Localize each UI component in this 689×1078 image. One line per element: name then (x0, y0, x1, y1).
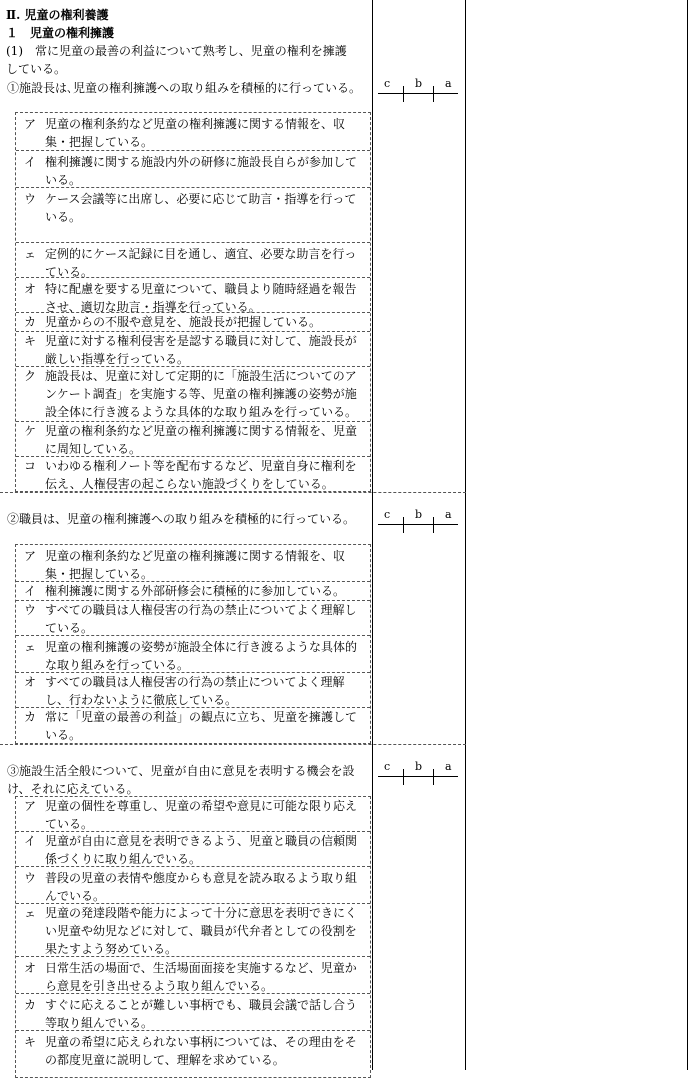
item-text: 常に「児童の最善の利益」の観点に立ち、児童を擁護している。 (45, 710, 358, 742)
rating-scale-tick (403, 769, 404, 785)
list-item (16, 994, 370, 1031)
item-mark: オ (24, 675, 37, 689)
list-item (16, 636, 370, 673)
list-item (16, 313, 370, 332)
question-2-items (15, 544, 371, 744)
rating-scale-tick (433, 86, 434, 102)
list-item (16, 332, 370, 367)
item-text: 特に配慮を要する児童について、職員より随時経過を報告させ、適切な助言・指導を行っている。 (45, 282, 357, 314)
list-item (16, 188, 370, 243)
list-item (16, 867, 370, 904)
item-text: 児童の発達段階や能力によって十分に意思を表明できにくい児童や幼児などに対して、職員が代弁者としての役割を果たすよう努めている。 (45, 906, 358, 956)
item-text: 児童からの不服や意見を、施設長が把握している。 (45, 315, 322, 329)
rating-label-c: c (384, 760, 391, 773)
criterion-line-2: している。 (6, 62, 67, 76)
list-item (16, 797, 370, 832)
item-mark: イ (24, 584, 37, 598)
question-3-items (15, 796, 371, 1078)
item-text: 定例的にケース記録に目を通し、適宜、必要な助言を行っている。 (45, 247, 357, 279)
rating-scale-3[interactable] (378, 760, 460, 785)
list-item (16, 151, 370, 188)
item-mark: イ (24, 834, 37, 848)
section-heading: Ⅱ. 児童の権利養護 (6, 8, 109, 22)
item-text: 日常生活の場面で、生活場面面接を実施するなど、児童から意見を引き出せるよう取り組んでいる。 (45, 961, 357, 993)
item-text: すべての職員は人権侵害の行為の禁止についてよく理解している。 (45, 603, 357, 635)
list-item (16, 1031, 370, 1071)
list-item (16, 832, 370, 867)
rating-label-c: c (384, 77, 391, 90)
rating-scale-line (378, 93, 458, 94)
rating-scale-1[interactable] (378, 77, 460, 102)
item-text: すぐに応えることが難しい事柄でも、職員会議で話し合う等取り組んでいる。 (45, 998, 358, 1030)
rating-scale-line (378, 776, 458, 777)
item-mark: ア (24, 117, 37, 131)
list-item (16, 708, 370, 742)
list-item (16, 673, 370, 708)
question-1-title: ①施設長は､児童の権利擁護への取り組みを積極的に行っている。 (7, 81, 362, 95)
item-mark: カ (24, 998, 37, 1012)
item-mark: カ (24, 710, 37, 724)
rating-scale-tick (403, 517, 404, 533)
row-divider (0, 492, 466, 493)
item-mark: カ (24, 315, 37, 329)
item-text: 権利擁護に関する外部研修会に積極的に参加している。 (45, 584, 346, 598)
rating-label-a: a (445, 508, 452, 521)
item-mark: ア (24, 549, 37, 563)
item-text: 児童の権利条約など児童の権利擁護に関する情報を、児童に周知している。 (45, 424, 358, 456)
rating-label-a: a (445, 760, 452, 773)
item-text: いわゆる権利ノート等を配布するなど、児童自身に権利を伝え、人権侵害の起こらない施設づくりをしている。 (45, 459, 357, 491)
item-text: 児童の権利擁護の姿勢が施設全体に行き渡るような具体的な取り組みを行っている。 (45, 640, 358, 672)
rating-label-c: c (384, 508, 391, 521)
item-mark: オ (24, 961, 37, 975)
item-text: 権利擁護に関する施設内外の研修に施設長自らが参加している。 (45, 155, 358, 187)
list-item (16, 457, 370, 491)
item-text: 児童の権利条約など児童の権利擁護に関する情報を、収集・把握している。 (45, 117, 346, 149)
rating-scale-tick (433, 769, 434, 785)
item-mark: ク (24, 369, 37, 383)
item-mark: ア (24, 799, 37, 813)
criterion-line-1: (1) 常に児童の最善の利益について熟考し、児童の権利を擁護 (6, 44, 347, 58)
item-text: 児童が自由に意見を表明できるよう、児童と職員の信頼関係づくりに取り組んでいる。 (45, 834, 358, 866)
list-item (16, 278, 370, 313)
item-mark: イ (24, 155, 37, 169)
item-mark: ウ (24, 603, 37, 617)
list-item (16, 367, 370, 422)
column-divider-left (372, 0, 373, 1070)
item-mark: ウ (24, 871, 37, 885)
item-mark: ケ (24, 424, 37, 438)
item-mark: キ (24, 334, 37, 348)
item-text: ケース会議等に出席し、必要に応じて助言・指導を行っている。 (45, 192, 357, 224)
column-divider-middle (465, 0, 466, 1070)
list-item (16, 545, 370, 582)
item-mark: コ (24, 459, 37, 473)
rating-scale-2[interactable] (378, 508, 460, 533)
item-mark: ェ (24, 640, 37, 654)
item-text: 施設長は、児童に対して定期的に「施設生活についてのアンケート調査」を実施する等、児童の権利擁護の姿勢が施設全体に行き渡るような具体的な取り組みを行っている。 (45, 369, 358, 419)
item-mark: ェ (24, 247, 37, 261)
rating-scale-tick (433, 517, 434, 533)
item-text: 児童の希望に応えられない事柄については、その理由をその都度児童に説明して、理解を求めている。 (45, 1035, 357, 1067)
item-mark: オ (24, 282, 37, 296)
rating-scale-line (378, 524, 458, 525)
list-item (16, 582, 370, 601)
rating-label-b: b (415, 77, 423, 90)
item-text: すべての職員は人権侵害の行為の禁止についてよく理解し、行わないように徹底している。 (45, 675, 345, 707)
list-item (16, 957, 370, 994)
rating-label-b: b (415, 508, 423, 521)
item-text: 普段の児童の表情や態度からも意見を読み取るよう取り組んでいる。 (45, 871, 358, 903)
question-2-title: ②職員は、児童の権利擁護への取り組みを積極的に行っている。 (7, 512, 356, 526)
column-divider-right (687, 0, 688, 1070)
item-mark: ェ (24, 906, 37, 920)
list-item (16, 113, 370, 151)
row-divider (0, 744, 466, 745)
rating-label-b: b (415, 760, 423, 773)
rating-scale-tick (403, 86, 404, 102)
subsection-heading: １ 児童の権利擁護 (6, 26, 115, 40)
item-text: 児童の個性を尊重し、児童の希望や意見に可能な限り応えている。 (45, 799, 358, 831)
rating-label-a: a (445, 77, 452, 90)
question-1-items (15, 112, 371, 492)
item-text: 児童に対する権利侵害を是認する職員に対して、施設長が厳しい指導を行っている。 (45, 334, 357, 366)
list-item (16, 243, 370, 278)
item-mark: キ (24, 1035, 37, 1049)
question-3-title: ③施設生活全般について、児童が自由に意見を表明する機会を設け、それに応えている。 (7, 764, 355, 796)
list-item (16, 601, 370, 636)
item-mark: ウ (24, 192, 37, 206)
list-item (16, 904, 370, 957)
item-text: 児童の権利条約など児童の権利擁護に関する情報を、収集・把握している。 (45, 549, 346, 581)
list-item (16, 422, 370, 457)
